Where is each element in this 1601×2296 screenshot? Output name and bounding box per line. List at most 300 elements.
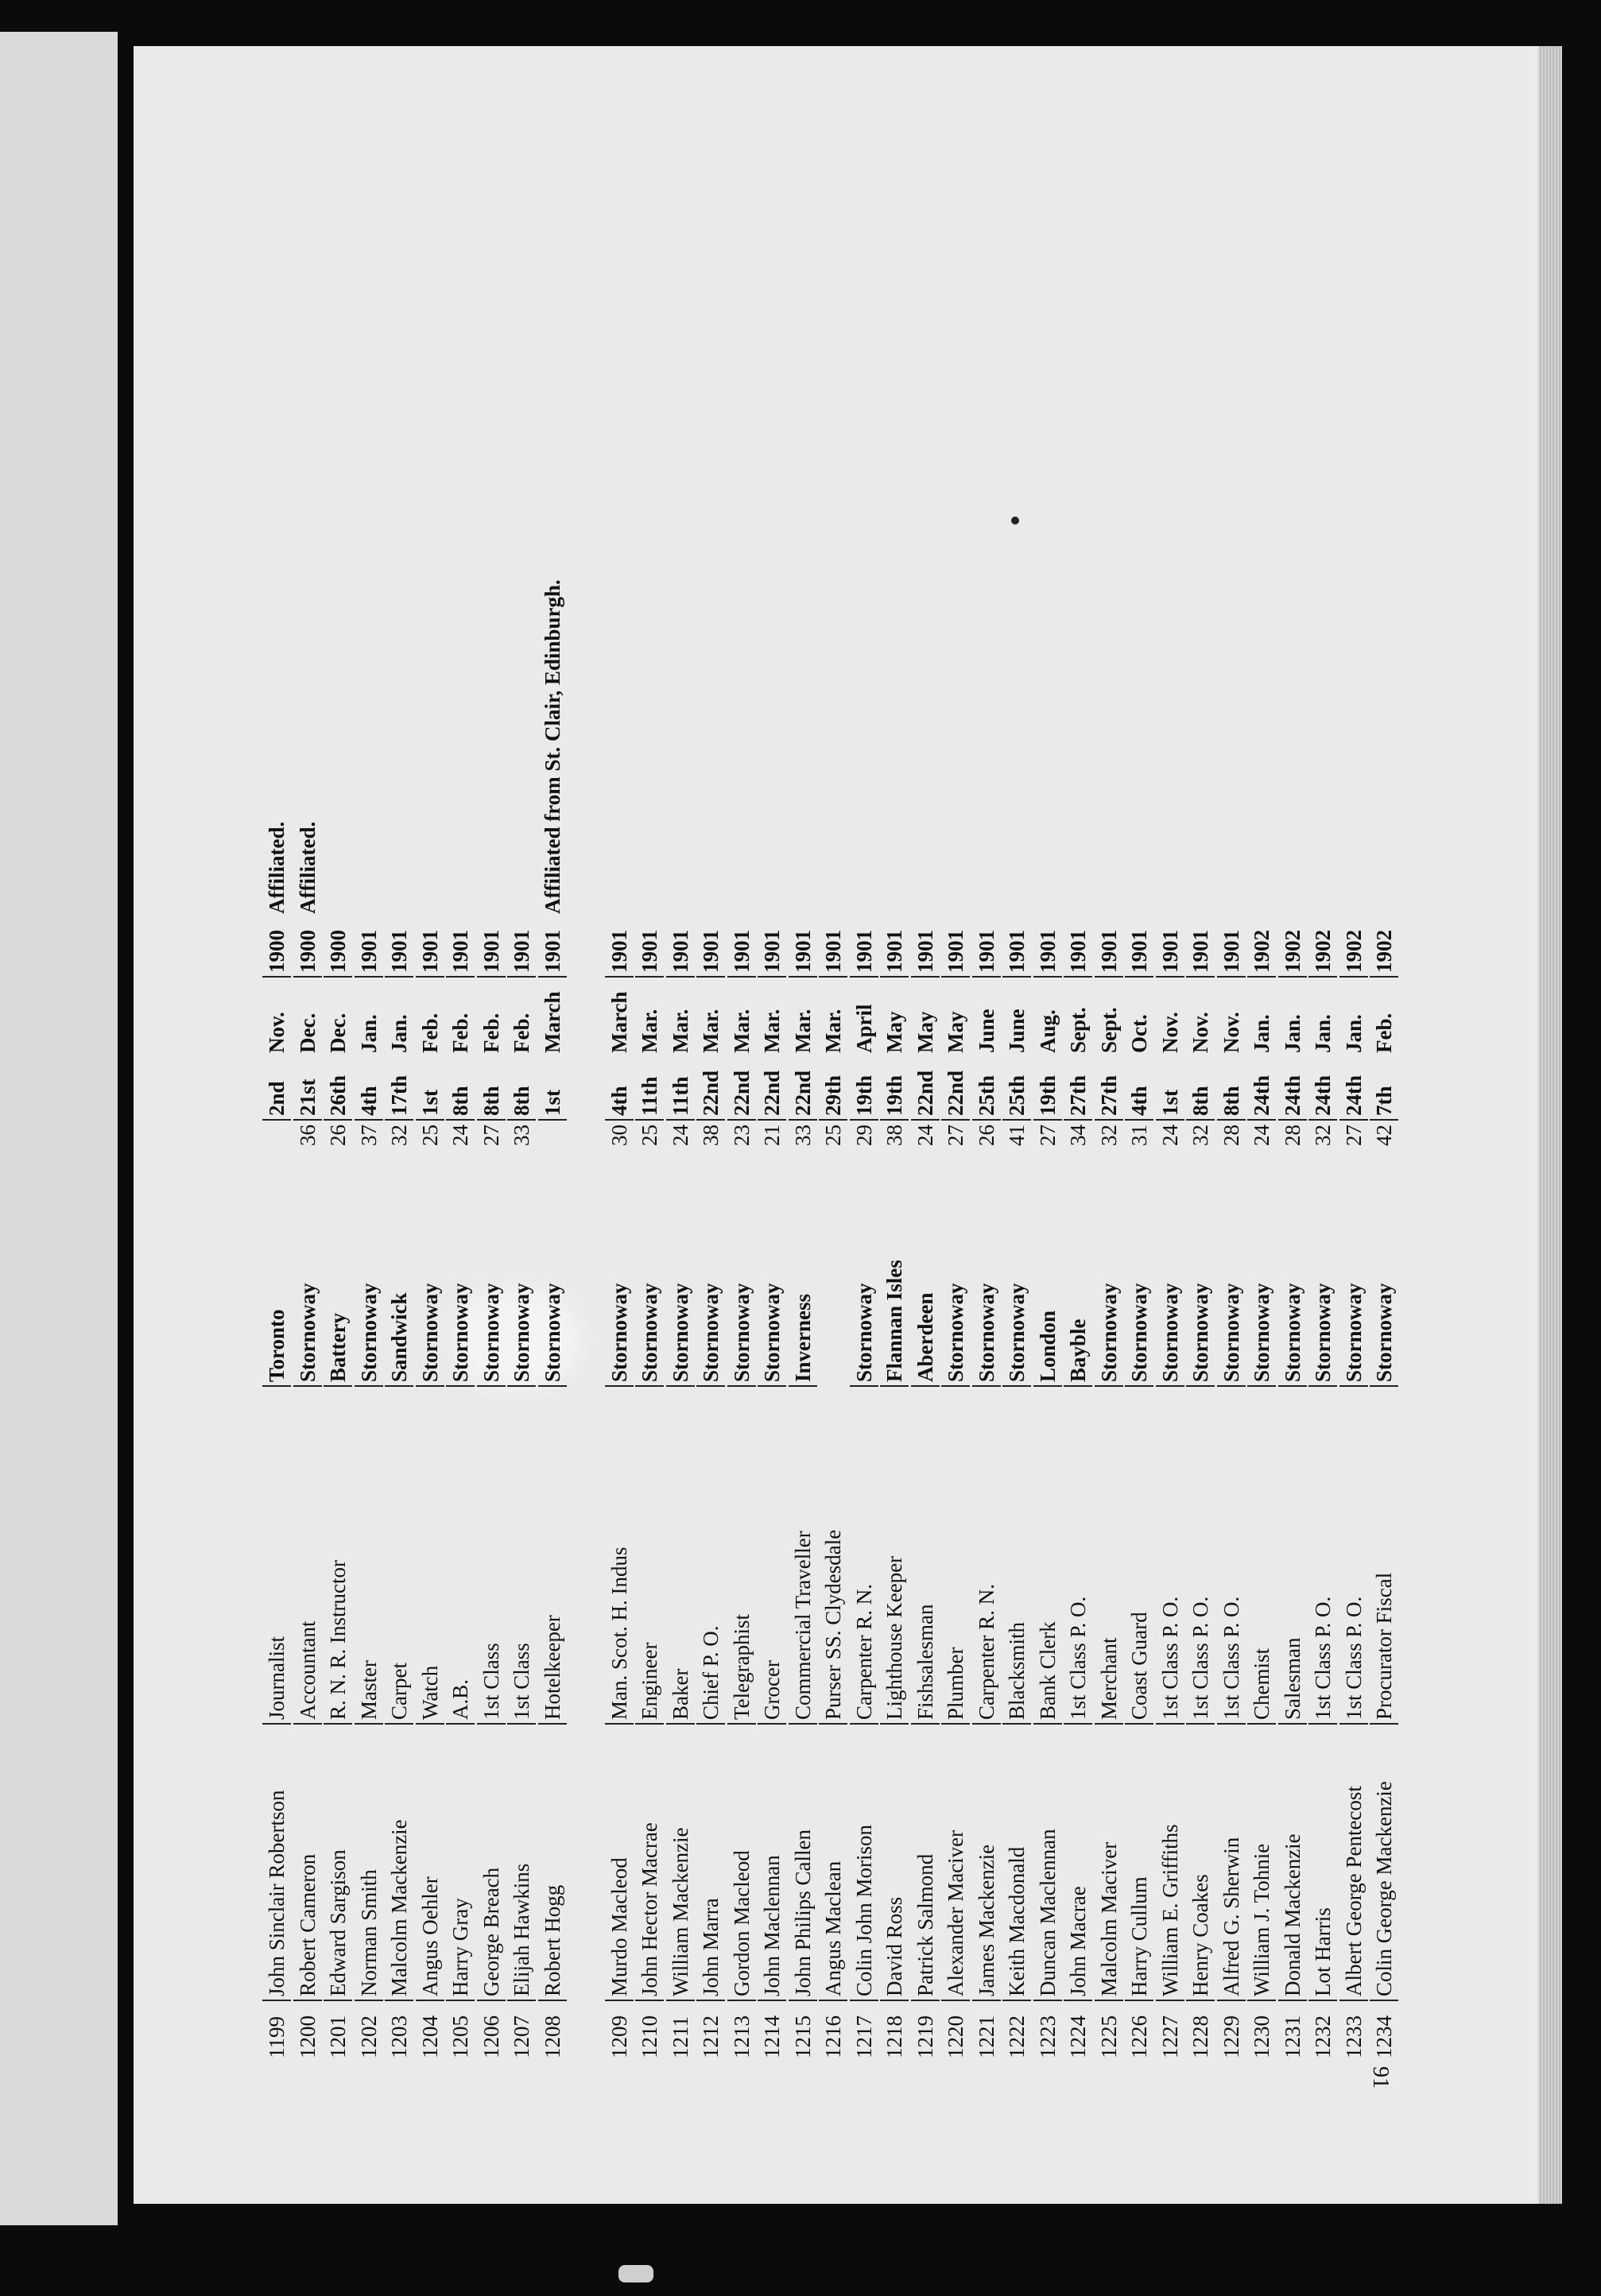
cell-age: 24	[668, 1125, 692, 1146]
cell-age: 24	[1250, 1125, 1273, 1146]
table-row	[416, 501, 444, 2058]
cell-month: Oct.	[1127, 1014, 1151, 1053]
cell-number: 1223	[1035, 2015, 1060, 2058]
cell-age: 24	[1157, 1125, 1182, 1146]
cell-month: May	[882, 1011, 906, 1053]
cell-occupation: Commercial Traveller	[789, 1386, 817, 1725]
table-row	[477, 501, 506, 2058]
cell-date: 19th	[850, 1052, 878, 1121]
cell-occupation: Blacksmith	[1002, 1386, 1031, 1725]
cell-month: Jan.	[1250, 1014, 1273, 1053]
cell-age: 32	[387, 1125, 411, 1146]
cell-month: Nov.	[1157, 1012, 1182, 1053]
cell-number: 1233	[1341, 2015, 1366, 2058]
cell-date: 24th	[1339, 1052, 1368, 1121]
cell-place: Stornoway	[477, 1160, 506, 1387]
cell-name: Angus Oehler	[416, 1726, 444, 2001]
table-row	[1002, 501, 1031, 2058]
cell-year: 1901	[911, 917, 940, 978]
cell-date: 4th	[605, 1052, 634, 1121]
cell-date: 24th	[1247, 1052, 1276, 1121]
cell-age: 30	[607, 1125, 631, 1146]
cell-age: 32	[1188, 1125, 1212, 1146]
cell-month: Sept.	[1096, 1007, 1121, 1053]
cell-date: 19th	[1033, 1052, 1062, 1121]
cell-age: 38	[882, 1125, 906, 1146]
cell-occupation: Journalist	[262, 1386, 291, 1725]
cell-occupation: 1st Class	[477, 1386, 506, 1725]
cell-place: Stornoway	[1217, 1160, 1246, 1387]
cell-number: 1201	[326, 2015, 350, 2058]
cell-date: 21st	[293, 1052, 322, 1121]
cell-date: 2nd	[262, 1052, 291, 1121]
cell-number: 1220	[944, 2015, 967, 2058]
table-row	[605, 501, 634, 2058]
cell-name: John Hector Macrae	[635, 1726, 664, 2001]
cell-occupation: 1st Class	[507, 1386, 536, 1725]
cell-age: 34	[1066, 1125, 1090, 1146]
cell-date: 25th	[1002, 1052, 1031, 1121]
cell-year: 1901	[696, 917, 725, 978]
cell-place: Stornoway	[850, 1160, 878, 1387]
cell-place: Stornoway	[635, 1160, 664, 1387]
cell-place: Stornoway	[1186, 1160, 1215, 1387]
cell-number: 1208	[540, 2015, 564, 2058]
cell-age: 38	[699, 1125, 723, 1146]
cell-age: 28	[1280, 1125, 1304, 1146]
table-row	[911, 501, 940, 2058]
cell-place: London	[1033, 1160, 1062, 1387]
cell-date: 22nd	[696, 1052, 725, 1121]
cell-year: 1901	[1033, 917, 1062, 978]
cell-number: 1226	[1127, 2015, 1151, 2058]
scan-mark	[618, 2265, 653, 2282]
cell-month: Aug.	[1035, 1009, 1060, 1053]
cell-number: 1221	[974, 2015, 998, 2058]
cell-occupation: Telegraphist	[727, 1386, 756, 1725]
cell-place: Stornoway	[1339, 1160, 1368, 1387]
cell-place: Stornoway	[1278, 1160, 1307, 1387]
table-row	[538, 501, 567, 2058]
cell-occupation: Plumber	[941, 1386, 970, 1725]
cell-number: 1227	[1157, 2015, 1182, 2058]
cell-name: Norman Smith	[355, 1726, 383, 2001]
cell-number: 1202	[356, 2015, 381, 2058]
cell-number: 1229	[1219, 2015, 1243, 2058]
cell-name: Harry Cullum	[1125, 1726, 1153, 2001]
cell-month: Feb.	[1372, 1012, 1396, 1053]
cell-occupation: Engineer	[635, 1386, 664, 1725]
cell-year: 1901	[1186, 917, 1215, 978]
cell-year: 1901	[477, 917, 506, 978]
cell-place: Stornoway	[696, 1160, 725, 1387]
cell-place: Stornoway	[666, 1160, 695, 1387]
cell-month: Feb.	[448, 1012, 472, 1053]
table-row	[1217, 501, 1246, 2058]
cell-occupation: Hotelkeeper	[538, 1386, 567, 1725]
cell-name: Albert George Pentecost	[1339, 1726, 1368, 2001]
cell-year: 1901	[1002, 917, 1031, 978]
cell-occupation: Watch	[416, 1386, 444, 1725]
cell-place: Stornoway	[1095, 1160, 1123, 1387]
cell-occupation: Coast Guard	[1125, 1386, 1153, 1725]
cell-name: George Breach	[477, 1726, 506, 2001]
cell-occupation: 1st Class P. O.	[1064, 1386, 1092, 1725]
cell-date: 4th	[355, 1052, 383, 1121]
cell-date: 1st	[416, 1052, 444, 1121]
cell-age: 25	[638, 1125, 661, 1146]
cell-age: 32	[1096, 1125, 1121, 1146]
table-row	[1339, 501, 1368, 2058]
cell-date: 1st	[1156, 1052, 1184, 1121]
cell-remark: Affiliated from St. Clair, Edinburgh.	[540, 579, 564, 914]
cell-name: Harry Gray	[446, 1726, 475, 2001]
cell-age: 28	[1219, 1125, 1243, 1146]
cell-name: John Philips Callen	[789, 1726, 817, 2001]
cell-place: Stornoway	[446, 1160, 475, 1387]
cell-place: Bayble	[1064, 1160, 1092, 1387]
cell-name: Patrick Salmond	[911, 1726, 940, 2001]
cell-name: Colin George Mackenzie	[1370, 1726, 1398, 2001]
cell-month: Mar.	[668, 1009, 692, 1053]
cell-occupation: R. N. R. Instructor	[324, 1386, 352, 1725]
table-row	[1033, 501, 1062, 2058]
cell-year: 1901	[635, 917, 664, 978]
cell-date: 22nd	[758, 1052, 786, 1121]
cell-year: 1901	[819, 917, 847, 978]
cell-number: 1203	[387, 2015, 411, 2058]
cell-number: 1231	[1280, 2015, 1304, 2058]
cell-year: 1901	[507, 917, 536, 978]
cell-month: Dec.	[326, 1012, 350, 1053]
cell-name: James Mackenzie	[972, 1726, 1001, 2001]
table-row	[262, 501, 291, 2058]
table-row	[507, 501, 536, 2058]
cell-occupation: Purser SS. Clydesdale	[819, 1386, 847, 1725]
table-row	[850, 501, 878, 2058]
cell-number: 1209	[607, 2015, 631, 2058]
cell-occupation: Lighthouse Keeper	[880, 1386, 909, 1725]
cell-date: 22nd	[911, 1052, 940, 1121]
cell-month: March	[540, 991, 564, 1053]
cell-year: 1901	[538, 917, 567, 978]
cell-date: 24th	[1308, 1052, 1337, 1121]
cell-name: Alfred G. Sherwin	[1217, 1726, 1246, 2001]
table-row	[1095, 501, 1123, 2058]
cell-month: May	[913, 1011, 937, 1053]
cell-date: 8th	[507, 1052, 536, 1121]
page-edge	[1538, 46, 1562, 2204]
cell-month: Jan.	[1341, 1014, 1366, 1053]
cell-age: 31	[1127, 1125, 1151, 1146]
cell-date: 7th	[1370, 1052, 1398, 1121]
cell-place: Stornoway	[1156, 1160, 1184, 1387]
cell-date: 19th	[880, 1052, 909, 1121]
cell-date: 8th	[1186, 1052, 1215, 1121]
cell-name: William J. Tohnie	[1247, 1726, 1276, 2001]
cell-month: Mar.	[790, 1009, 815, 1053]
cell-name: Keith Macdonald	[1002, 1726, 1031, 2001]
cell-name: John Marra	[696, 1726, 725, 2001]
cell-number: 1206	[479, 2015, 503, 2058]
cell-number: 1213	[729, 2015, 754, 2058]
cell-month: Jan.	[1311, 1014, 1335, 1053]
cell-name: Elijah Hawkins	[507, 1726, 536, 2001]
table-row	[880, 501, 909, 2058]
cell-name: William Mackenzie	[666, 1726, 695, 2001]
cell-date: 4th	[1125, 1052, 1153, 1121]
cell-age: 23	[729, 1125, 754, 1146]
cell-year: 1901	[446, 917, 475, 978]
cell-date: 8th	[1217, 1052, 1246, 1121]
cell-year: 1900	[293, 917, 322, 978]
cell-number: 1215	[790, 2015, 815, 2058]
cell-age: 26	[974, 1125, 998, 1146]
table-row	[385, 501, 413, 2058]
cell-age: 25	[417, 1125, 442, 1146]
cell-place: Aberdeen	[911, 1160, 940, 1387]
cell-age: 41	[1005, 1125, 1029, 1146]
cell-number: 1205	[448, 2015, 472, 2058]
table-row	[446, 501, 475, 2058]
cell-date: 22nd	[727, 1052, 756, 1121]
cell-place: Sandwick	[385, 1160, 413, 1387]
cell-age: 33	[790, 1125, 815, 1146]
cell-month: April	[851, 1004, 876, 1053]
cell-name: Duncan Maclennan	[1033, 1726, 1062, 2001]
cell-name: Angus Maclean	[819, 1726, 847, 2001]
cell-date: 29th	[819, 1052, 847, 1121]
cell-year: 1901	[972, 917, 1001, 978]
cell-month: June	[974, 1009, 998, 1053]
cell-year: 1901	[1095, 917, 1123, 978]
cell-year: 1901	[1217, 917, 1246, 978]
cell-month: Jan.	[1280, 1014, 1304, 1053]
cell-month: Nov.	[1219, 1012, 1243, 1053]
cell-age: 21	[760, 1125, 784, 1146]
cell-place: Stornoway	[538, 1160, 567, 1387]
cell-number: 1225	[1096, 2015, 1121, 2058]
cell-number: 1200	[295, 2015, 320, 2058]
cell-occupation: 1st Class P. O.	[1186, 1386, 1215, 1725]
cell-month: Feb.	[417, 1012, 442, 1053]
cell-month: Jan.	[356, 1014, 381, 1053]
cell-month: Jan.	[387, 1014, 411, 1053]
cell-year: 1901	[1156, 917, 1184, 978]
cell-place: Stornoway	[355, 1160, 383, 1387]
table-row	[727, 501, 756, 2058]
cell-date: 11th	[635, 1052, 664, 1121]
cell-place: Stornoway	[1125, 1160, 1153, 1387]
cell-age: 26	[326, 1125, 350, 1146]
cell-place: Stornoway	[727, 1160, 756, 1387]
cell-name: David Ross	[880, 1726, 909, 2001]
cell-remark: Affiliated.	[295, 821, 320, 914]
cell-name: John Sinclair Robertson	[262, 1726, 291, 2001]
table-row	[666, 501, 695, 2058]
cell-year: 1902	[1370, 917, 1398, 978]
cell-number: 1210	[638, 2015, 661, 2058]
cell-date: 1st	[538, 1052, 567, 1121]
cell-date: 17th	[385, 1052, 413, 1121]
cell-year: 1901	[1064, 917, 1092, 978]
table-row	[789, 501, 817, 2058]
cell-number: 1212	[699, 2015, 723, 2058]
cell-age: 33	[510, 1125, 533, 1146]
cell-occupation: Baker	[666, 1386, 695, 1725]
cell-occupation: 1st Class P. O.	[1217, 1386, 1246, 1725]
cell-month: Mar.	[729, 1009, 754, 1053]
cell-name: Robert Cameron	[293, 1726, 322, 2001]
cell-date: 8th	[446, 1052, 475, 1121]
cell-age: 24	[913, 1125, 937, 1146]
table-row	[293, 501, 322, 2058]
cell-name: Donald Mackenzie	[1278, 1726, 1307, 2001]
cell-place: Stornoway	[605, 1160, 634, 1387]
table-row	[1156, 501, 1184, 2058]
cell-month: Feb.	[479, 1012, 503, 1053]
cell-remark: Affiliated.	[265, 821, 289, 914]
cell-number: 1207	[510, 2015, 533, 2058]
cell-age: 42	[1372, 1125, 1396, 1146]
cell-number: 1216	[821, 2015, 845, 2058]
cell-date: 27th	[1064, 1052, 1092, 1121]
cell-date: 27th	[1095, 1052, 1123, 1121]
cell-occupation: Carpenter R. N.	[850, 1386, 878, 1725]
cell-name: Edward Sargison	[324, 1726, 352, 2001]
cell-year: 1901	[416, 917, 444, 978]
cell-occupation: Chief P. O.	[696, 1386, 725, 1725]
cell-occupation: 1st Class P. O.	[1156, 1386, 1184, 1725]
cell-age: 29	[851, 1125, 876, 1146]
cell-year: 1901	[789, 917, 817, 978]
table-row	[819, 501, 847, 2058]
table-row	[1186, 501, 1215, 2058]
cell-occupation: Carpenter R. N.	[972, 1386, 1001, 1725]
cell-place: Inverness	[789, 1160, 817, 1387]
cell-occupation: Grocer	[758, 1386, 786, 1725]
cell-age: 36	[295, 1125, 320, 1146]
cell-name: Murdo Macleod	[605, 1726, 634, 2001]
cell-year: 1901	[605, 917, 634, 978]
table-row	[1247, 501, 1276, 2058]
cell-month: Mar.	[699, 1009, 723, 1053]
cell-place: Stornoway	[416, 1160, 444, 1387]
cell-age: 27	[479, 1125, 503, 1146]
cell-occupation: Fishsalesman	[911, 1386, 940, 1725]
cell-year: 1901	[666, 917, 695, 978]
cell-year: 1902	[1339, 917, 1368, 978]
cell-place: Stornoway	[507, 1160, 536, 1387]
cell-month: June	[1005, 1009, 1029, 1053]
cell-occupation: A.B.	[446, 1386, 475, 1725]
cell-number: 1224	[1066, 2015, 1090, 2058]
cell-month: May	[944, 1011, 967, 1053]
cell-year: 1901	[941, 917, 970, 978]
cell-age: 27	[1035, 1125, 1060, 1146]
cell-occupation: Carpet	[385, 1386, 413, 1725]
cell-name: Malcolm Maciver	[1095, 1726, 1123, 2001]
table-row	[324, 501, 352, 2058]
cell-occupation: 1st Class P. O.	[1339, 1386, 1368, 1725]
register-table	[262, 501, 1415, 2090]
cell-date: 22nd	[941, 1052, 970, 1121]
cell-year: 1901	[758, 917, 786, 978]
table-row	[696, 501, 725, 2058]
cell-place: Stornoway	[941, 1160, 970, 1387]
cell-occupation: Merchant	[1095, 1386, 1123, 1725]
cell-occupation: Chemist	[1247, 1386, 1276, 1725]
cell-date: 25th	[972, 1052, 1001, 1121]
table-row	[1370, 501, 1398, 2058]
cell-age: 24	[448, 1125, 472, 1146]
cell-occupation: Bank Clerk	[1033, 1386, 1062, 1725]
table-row	[1125, 501, 1153, 2058]
cell-number: 1234	[1372, 2015, 1396, 2058]
cell-number: 1219	[913, 2015, 937, 2058]
cell-age: 25	[821, 1125, 845, 1146]
cell-number: 1228	[1188, 2015, 1212, 2058]
cell-year: 1902	[1278, 917, 1307, 978]
cell-age: 37	[356, 1125, 381, 1146]
cell-occupation: 1st Class P. O.	[1308, 1386, 1337, 1725]
cell-place: Stornoway	[1002, 1160, 1031, 1387]
table-row	[972, 501, 1001, 2058]
cell-name: Alexander Maciver	[941, 1726, 970, 2001]
cell-occupation: Salesman	[1278, 1386, 1307, 1725]
cell-age: 27	[944, 1125, 967, 1146]
page-number: 91	[1368, 2066, 1393, 2089]
cell-year: 1901	[850, 917, 878, 978]
cell-number: 1204	[417, 2015, 442, 2058]
cell-number: 1230	[1250, 2015, 1273, 2058]
cell-name: John Maclennan	[758, 1726, 786, 2001]
cell-number: 1211	[668, 2016, 692, 2058]
cell-number: 1222	[1005, 2015, 1029, 2058]
cell-date: 8th	[477, 1052, 506, 1121]
cell-number: 1199	[265, 2016, 289, 2058]
table-row	[1064, 501, 1092, 2058]
cell-place: Stornoway	[758, 1160, 786, 1387]
cell-occupation: Master	[355, 1386, 383, 1725]
cell-date: 22nd	[789, 1052, 817, 1121]
table-row	[635, 501, 664, 2058]
cell-year: 1901	[355, 917, 383, 978]
cell-place: Stornoway	[1370, 1160, 1398, 1387]
cell-name: Malcolm Mackenzie	[385, 1726, 413, 2001]
cell-age: 32	[1311, 1125, 1335, 1146]
cell-date: 26th	[324, 1052, 352, 1121]
cell-month: Mar.	[638, 1009, 661, 1053]
cell-year: 1900	[324, 917, 352, 978]
cell-place: Stornoway	[1247, 1160, 1276, 1387]
cell-name: Colin John Morison	[850, 1726, 878, 2001]
cell-place: Stornoway	[972, 1160, 1001, 1387]
cell-year: 1901	[385, 917, 413, 978]
cell-occupation: Procurator Fiscal	[1370, 1386, 1398, 1725]
cell-place: Flannan Isles	[880, 1160, 909, 1387]
cell-month: Mar.	[821, 1009, 845, 1053]
cell-name: Lot Harris	[1308, 1726, 1337, 2001]
cell-month: Dec.	[295, 1012, 320, 1053]
cell-name: Henry Coakes	[1186, 1726, 1215, 2001]
cell-name: William E. Griffiths	[1156, 1726, 1184, 2001]
table-row	[1278, 501, 1307, 2058]
cell-name: Gordon Macleod	[727, 1726, 756, 2001]
table-row	[941, 501, 970, 2058]
cell-name: Robert Hogg	[538, 1726, 567, 2001]
cell-year: 1902	[1308, 917, 1337, 978]
